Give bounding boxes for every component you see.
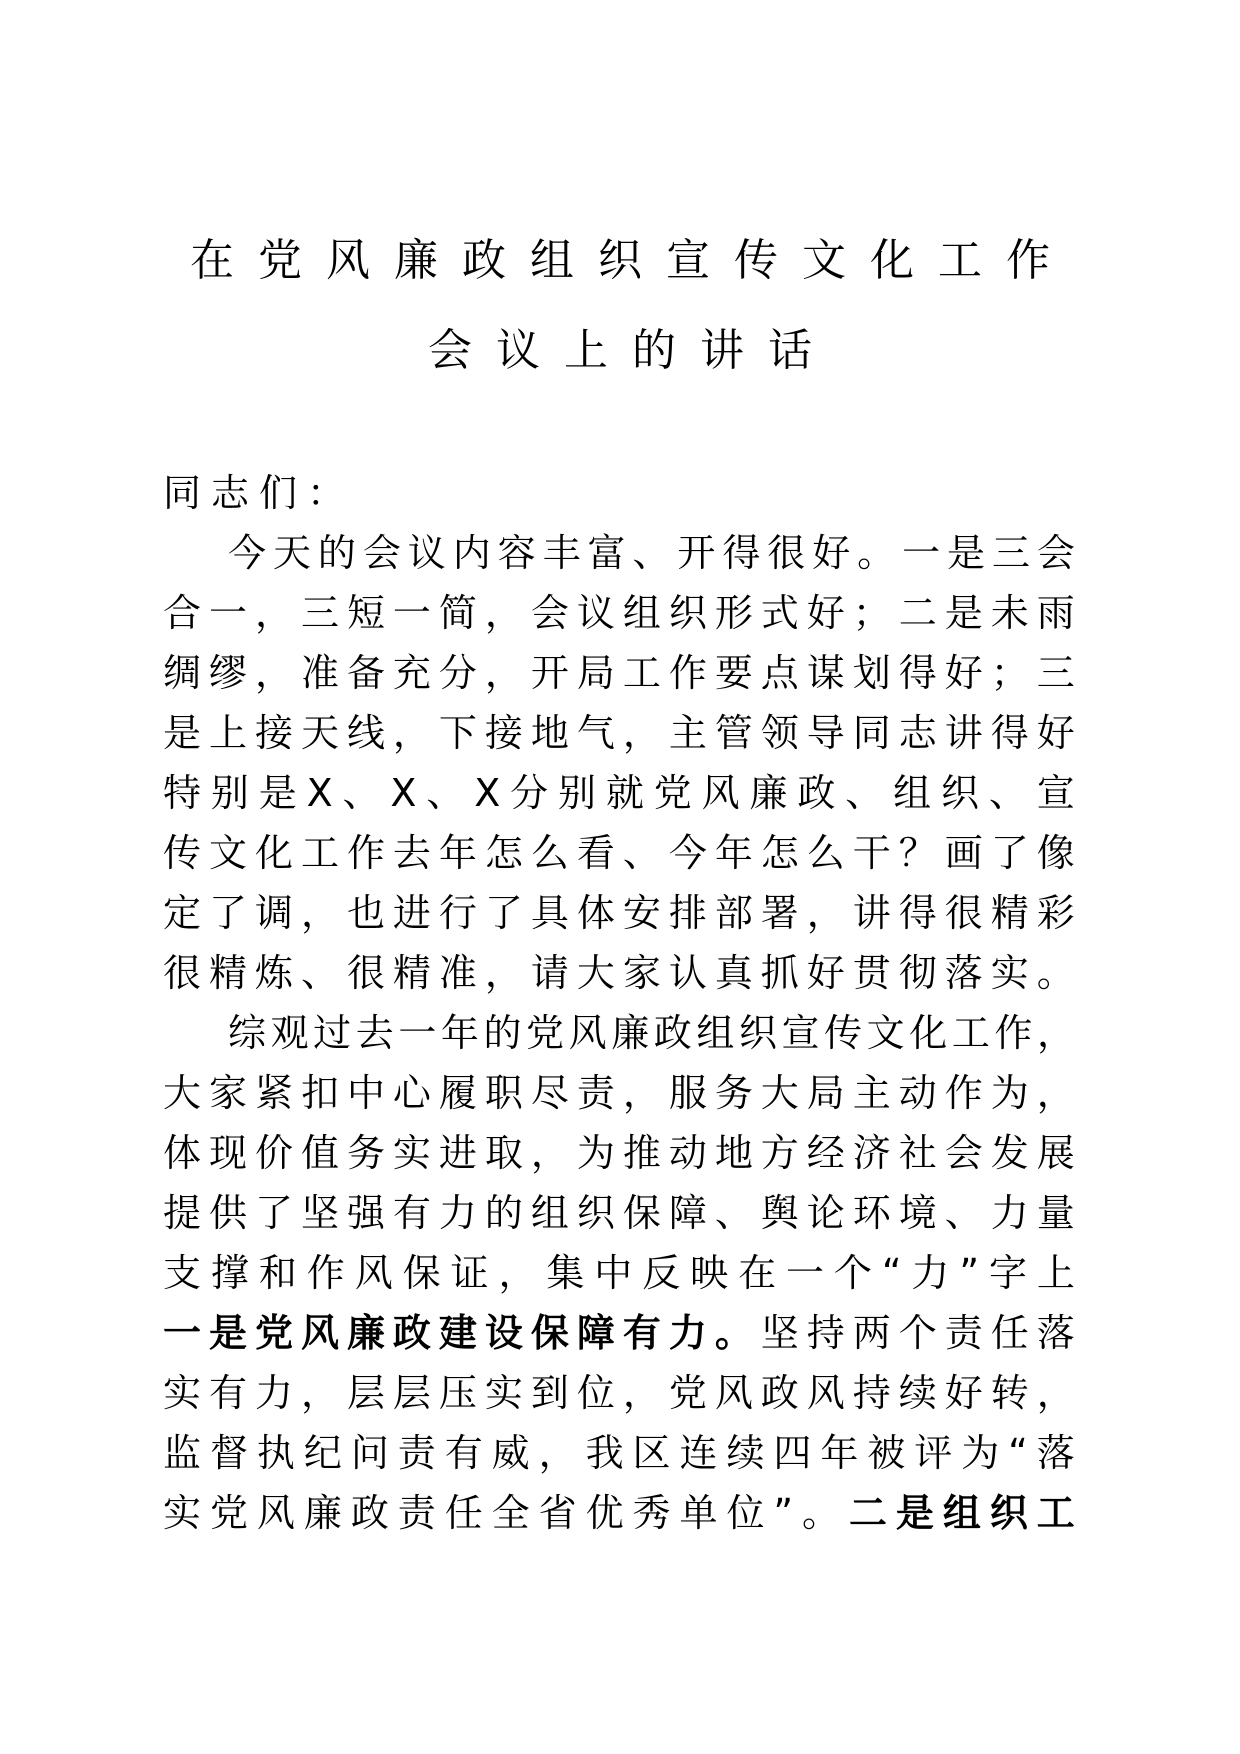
document-title (0, 0, 1240, 396)
text-line: 综 观 过 去 一 年 的 党 风 廉 政 组 织 宣 传 文 化 工 作 ， (228, 1011, 1075, 1055)
text-line: 今 天 的 会 议 内 容 丰 富 、 开 得 很 好 。 一 是 三 会 (228, 531, 1075, 575)
text-line: 很 精 炼 、 很 精 准 ， 请 大 家 认 真 抓 好 贯 彻 落 实 。 (163, 951, 1075, 995)
text-line: 监 督 执 纪 问 责 有 威 ， 我 区 连 续 四 年 被 评 为 “ 落 (163, 1431, 1075, 1475)
text-line: 大 家 紧 扣 中 心 履 职 尽 责 ， 服 务 大 局 主 动 作 为 ， (163, 1071, 1075, 1115)
document-body (163, 463, 1075, 1543)
text-line: 特 别 是 X 、 X 、 X 分 别 就 党 风 廉 政 、 组 织 、 宣 (163, 771, 1075, 815)
text-line: 实 党 风 廉 政 责 任 全 省 优 秀 单 位 ” 。 二 是 组 织 工 (163, 1491, 1075, 1535)
document-title-line: 会 议 上 的 讲 话 (428, 325, 812, 376)
text-line: 绸 缪 ， 准 备 充 分 ， 开 局 工 作 要 点 谋 划 得 好 ； 三 (163, 651, 1075, 695)
text-line: 是 上 接 天 线 ， 下 接 地 气 ， 主 管 领 导 同 志 讲 得 好 (163, 711, 1075, 755)
text-line: 一 是 党 风 廉 政 建 设 保 障 有 力 。 坚 持 两 个 责 任 落 (163, 1311, 1075, 1355)
text-line: 同 志 们 ： (163, 471, 346, 515)
text-line: 定 了 调 ， 也 进 行 了 具 体 安 排 部 署 ， 讲 得 很 精 彩 (163, 891, 1075, 935)
document-title-line: 在 党 风 廉 政 组 织 宣 传 文 化 工 作 (190, 235, 1050, 286)
text-line: 体 现 价 值 务 实 进 取 ， 为 推 动 地 方 经 济 社 会 发 展 (163, 1131, 1075, 1175)
text-line: 提 供 了 坚 强 有 力 的 组 织 保 障 、 舆 论 环 境 、 力 量 (163, 1191, 1075, 1235)
text-line: 实 有 力 ， 层 层 压 实 到 位 ， 党 风 政 风 持 续 好 转 ， (163, 1371, 1075, 1415)
text-line: 传 文 化 工 作 去 年 怎 么 看 、 今 年 怎 么 干 ？ 画 了 像 (163, 831, 1075, 875)
text-line: 合 一 ， 三 短 一 简 ， 会 议 组 织 形 式 好 ； 二 是 未 雨 (163, 591, 1075, 635)
text-line: 支 撑 和 作 风 保 证 ， 集 中 反 映 在 一 个 “ 力 ” 字 上 (163, 1251, 1075, 1295)
